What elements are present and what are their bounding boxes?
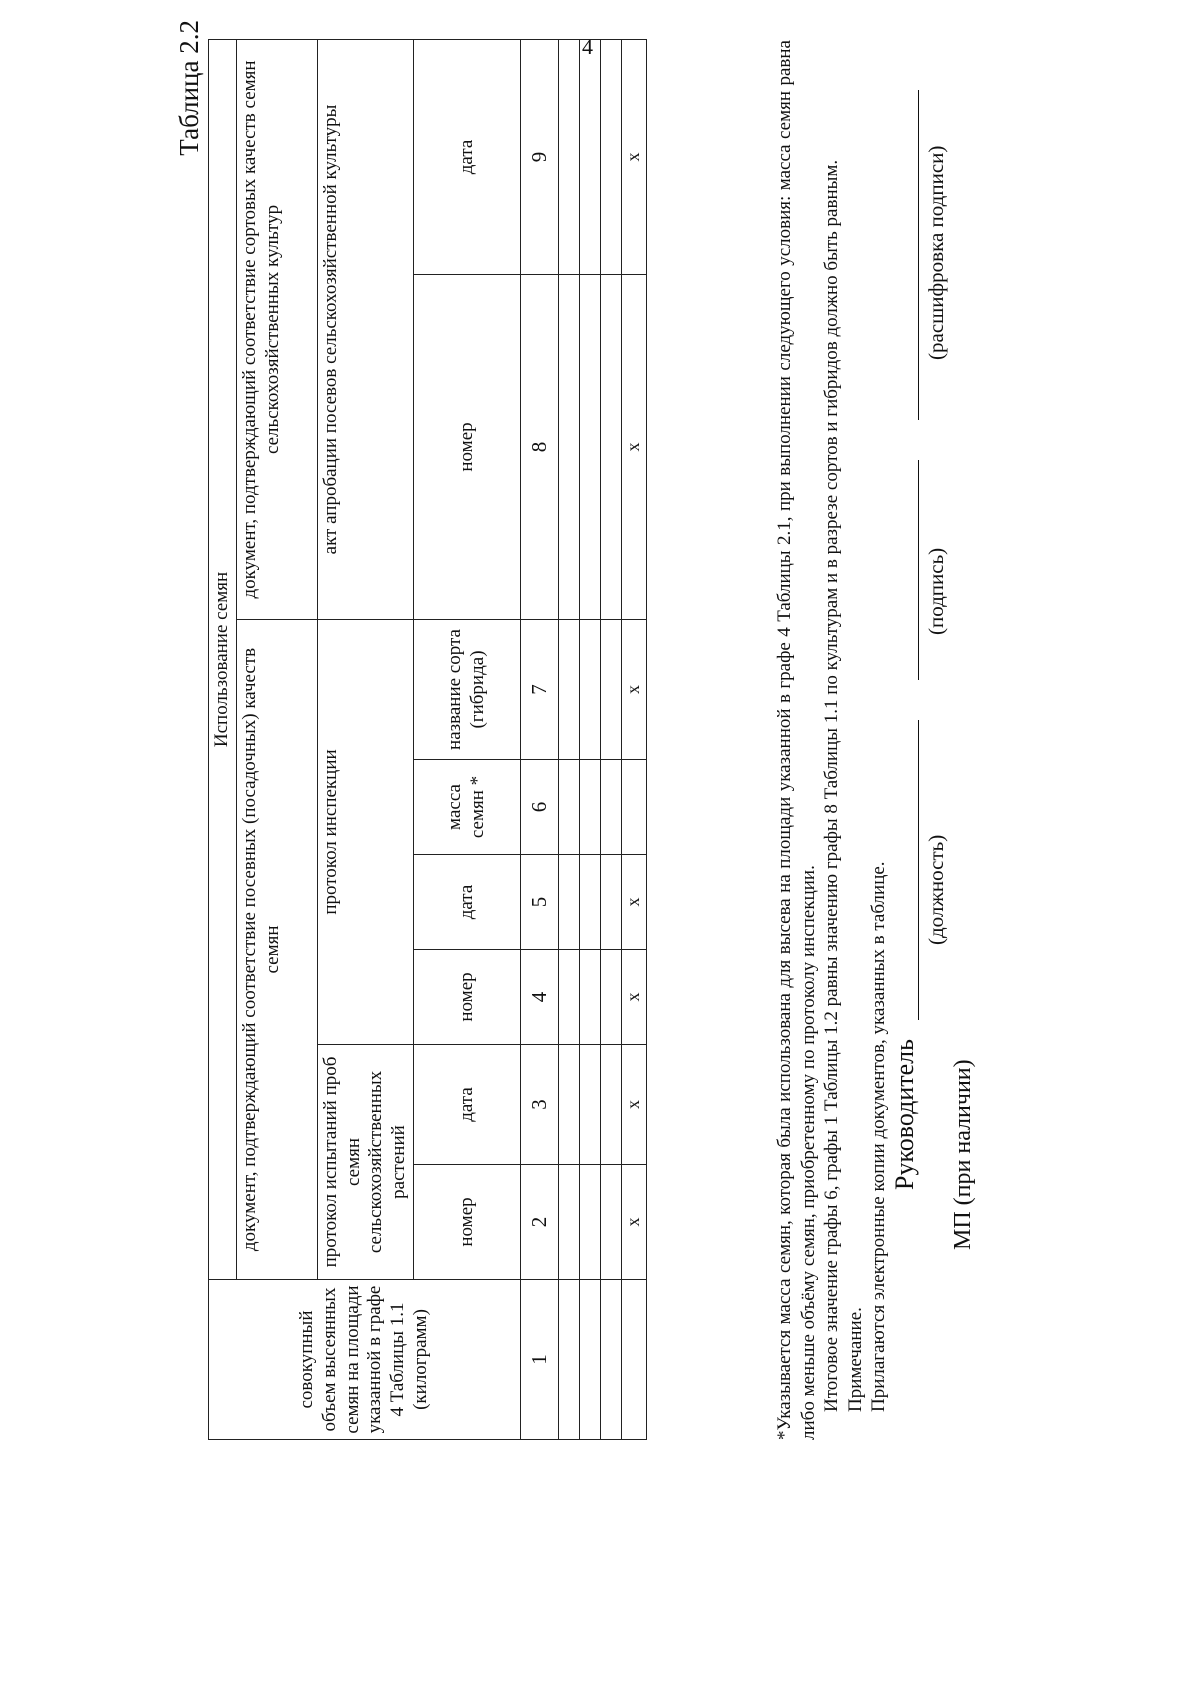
table-cell	[601, 39, 622, 274]
header-number: номер	[413, 1165, 520, 1280]
table-cell	[559, 950, 580, 1045]
table-cell	[601, 1165, 622, 1280]
signature-caption: (подпись)	[924, 547, 948, 635]
header-seed-usage: Использование семян	[209, 39, 237, 1279]
footnote-text: *Указывается масса семян, которая была использована для высева на площади указанной в графе 4 Таблицы 2.1, при выполнении следующего условия: масса семян равна либо меньше объёму семян, приобретенному по протоколу инспекции.	[774, 40, 819, 1440]
header-doc-sowing-quality: документ, подтверждающий соответствие посевных (посадочных) качеств семян	[236, 620, 317, 1280]
table-cell	[601, 855, 622, 950]
column-number: 3	[520, 1045, 558, 1165]
table-cell	[580, 950, 601, 1045]
table-cell: х	[622, 855, 647, 950]
table-row-total	[622, 39, 647, 1439]
header-mass: масса семян *	[413, 760, 520, 855]
table-cell	[580, 855, 601, 950]
column-number: 8	[520, 275, 558, 620]
table-cell	[559, 760, 580, 855]
header-number: номер	[413, 275, 520, 620]
column-number: 1	[520, 1280, 558, 1440]
header-act-approbation: акт апробации посевов сельскохозяйственной культуры	[317, 39, 413, 619]
seed-usage-table	[208, 39, 647, 1440]
column-number: 2	[520, 1165, 558, 1280]
table-row	[601, 39, 622, 1439]
table-cell: х	[622, 275, 647, 620]
table-cell: х	[622, 950, 647, 1045]
total-note-text: Итоговое значение графы 6, графы 1 Таблицы 1.2 равны значению графы 8 Таблицы 1.1 по культурам и в разрезе сортов и гибридов должно быть равным.	[821, 159, 843, 1412]
table-cell	[580, 760, 601, 855]
table-cell	[601, 760, 622, 855]
table-cell	[622, 760, 647, 855]
header-date: дата	[413, 855, 520, 950]
table-cell: х	[622, 39, 647, 274]
table-cell	[559, 1165, 580, 1280]
table-cell	[601, 1045, 622, 1165]
decoding-caption: (расшифровка подписи)	[924, 145, 948, 360]
table-cell	[580, 1165, 601, 1280]
column-number: 7	[520, 620, 558, 760]
table-cell	[601, 275, 622, 620]
rotated-page-content	[174, 10, 980, 1440]
head-label: Руководитель	[890, 1039, 919, 1190]
table-cell	[622, 1280, 647, 1440]
column-number: 9	[520, 39, 558, 274]
stamp-label: МП (при наличии)	[950, 1059, 976, 1250]
table-cell	[580, 275, 601, 620]
column-numbers-row	[520, 39, 558, 1439]
signature-block	[890, 40, 980, 1440]
remark-text: Прилагаются электронные копии документов, указанных в таблице.	[868, 861, 890, 1412]
table-cell	[601, 620, 622, 760]
page-number: 4	[582, 34, 593, 59]
table-cell	[559, 855, 580, 950]
table-cell: х	[622, 1165, 647, 1280]
header-total-volume: совокупный объем высеянных семян на площади указанной в графе 4 Таблицы 1.1 (килограмм)	[209, 1280, 521, 1440]
header-number: номер	[413, 950, 520, 1045]
remark-title: Примечание.	[844, 1307, 866, 1412]
header-variety-name: название сорта (гибрида)	[413, 620, 520, 760]
notes-block	[773, 40, 891, 1440]
table-cell	[559, 620, 580, 760]
position-line	[918, 720, 919, 1020]
signature-line	[918, 460, 919, 680]
table-cell: х	[622, 1045, 647, 1165]
column-number: 6	[520, 760, 558, 855]
header-doc-varietal-quality: документ, подтверждающий соответствие сортовых качеств семян сельскохозяйственных культур	[236, 39, 317, 619]
table-cell	[559, 1045, 580, 1165]
header-date: дата	[413, 1045, 520, 1165]
decoding-line	[918, 90, 919, 420]
table-cell	[559, 1280, 580, 1440]
table-cell	[580, 39, 601, 274]
table-cell	[601, 1280, 622, 1440]
table-row	[580, 39, 601, 1439]
column-number: 5	[520, 855, 558, 950]
header-date: дата	[413, 39, 520, 274]
table-cell	[580, 1045, 601, 1165]
table-cell: х	[622, 620, 647, 760]
header-protocol-inspection: протокол инспекции	[317, 620, 413, 1045]
table-cell	[559, 275, 580, 620]
position-caption: (должность)	[924, 834, 948, 945]
table-row	[559, 39, 580, 1439]
column-number: 4	[520, 950, 558, 1045]
table-cell	[580, 620, 601, 760]
table-cell	[559, 39, 580, 274]
table-title: Таблица 2.2	[174, 20, 204, 156]
table-cell	[580, 1280, 601, 1440]
header-protocol-tests: протокол испытаний проб семян сельскохозяйственных растений	[317, 1045, 413, 1280]
table-cell	[601, 950, 622, 1045]
